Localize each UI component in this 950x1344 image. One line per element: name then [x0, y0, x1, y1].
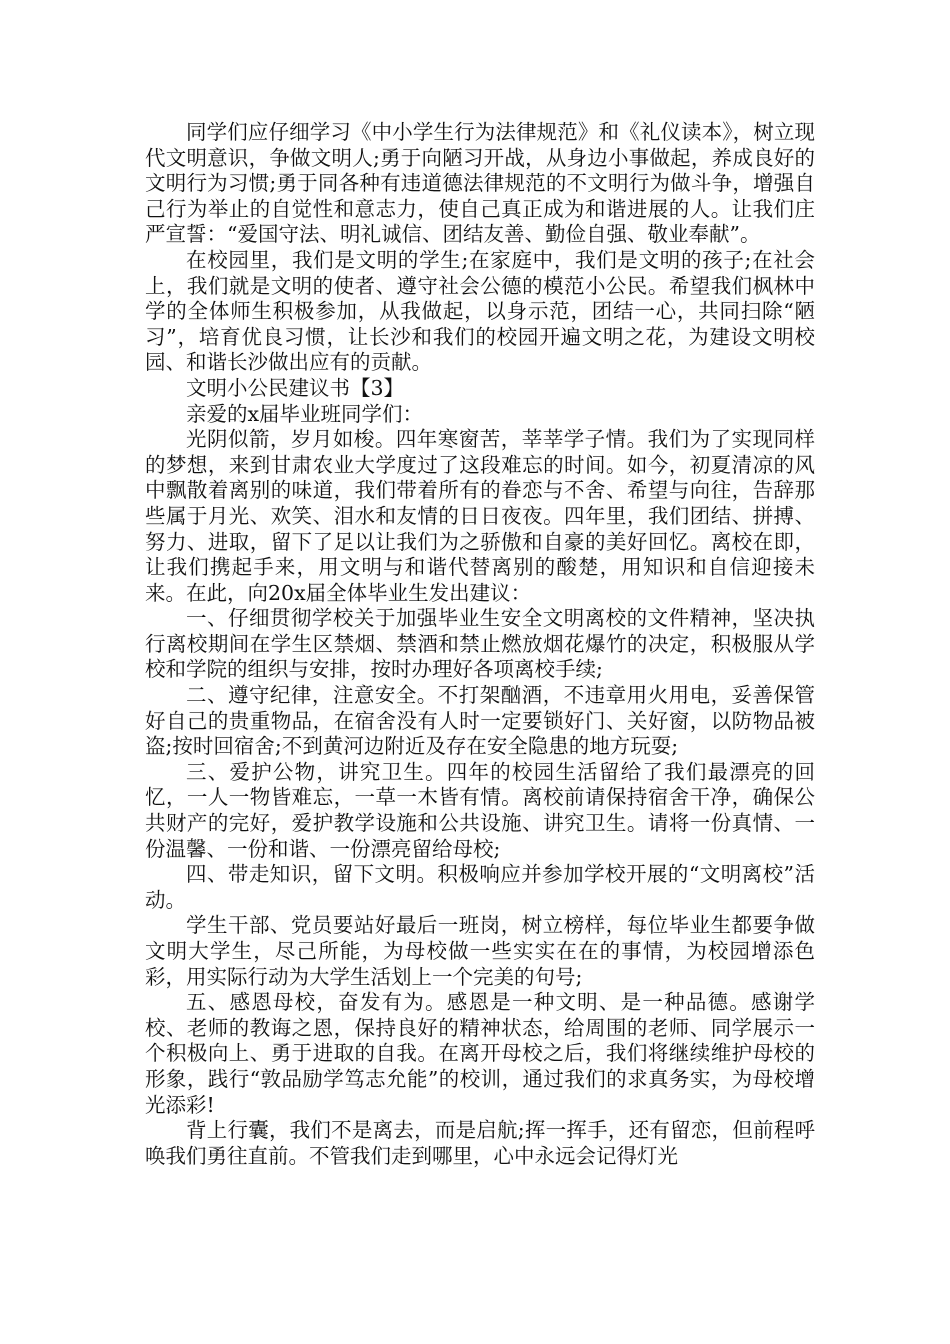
paragraph-civility-study: 同学们应仔细学习《中小学生行为法律规范》和《礼仪读本》，树立现代文明意识，争做文明人;勇于向陋习开战，从身边小事做起，养成良好的文明行为习惯;勇于同各种有违道德法律规范的不文明行为做斗争，增强自己行为举止的自觉性和意志力，使自己真正成为和谐进展的人。让我们庄严宣誓：“爱国守法、明礼诚信、团结友善、勤俭自强、敬业奉献”。 [145, 120, 815, 247]
paragraph-campus-civility: 在校园里，我们是文明的学生;在家庭中，我们是文明的孩子;在社会上，我们就是文明的使者、遵守社会公德的模范小公民。希望我们枫林中学的全体师生积极参加，从我做起，以身示范，团结一心，共同扫除“陋习”，培育优良习惯，让长沙和我们的校园开遍文明之花，为建设文明校园、和谐长沙做出应有的贡献。 [145, 247, 815, 375]
proposal-item-4: 四、带走知识，留下文明。积极响应并参加学校开展的“文明离校”活动。 [145, 862, 815, 912]
salutation: 亲爱的x届毕业班同学们： [186, 401, 424, 426]
proposal-item-1: 一、仔细贯彻学校关于加强毕业生安全文明离校的文件精神，坚决执行离校期间在学生区禁烟、禁酒和禁止燃放烟花爆竹的决定，积极服从学校和学院的组织与安排，按时办理好各项离校手续; [145, 606, 815, 682]
proposal-item-3: 三、爱护公物，讲究卫生。四年的校园生活留给了我们最漂亮的回忆，一人一物皆难忘，一草一木皆有情。离校前请保持宿舍干净，确保公共财产的完好，爱护教学设施和公共设施、讲究卫生。请将一份真情、一份温馨、一份和谐、一份漂亮留给母校; [145, 759, 815, 861]
proposal-item-5: 五、感恩母校，奋发有为。感恩是一种文明、是一种品德。感谢学校、老师的教诲之恩，保持良好的精神状态，给周围的老师、同学展示一个积极向上、勇于进取的自我。在离开母校之后，我们将继续维护母校的形象，践行“敦品励学笃志允能”的校训，通过我们的求真务实，为母校增光添彩! [145, 990, 815, 1117]
section-heading: 文明小公民建议书【3】 [186, 375, 405, 400]
document-body [145, 120, 815, 1169]
paragraph-intro: 光阴似箭，岁月如梭。四年寒窗苦，莘莘学子情。我们为了实现同样的梦想，来到甘肃农业大学度过了这段难忘的时间。如今，初夏清凉的风中飘散着离别的味道，我们带着所有的眷恋与不舍、希望与向往，告辞那些属于月光、欢笑、泪水和友情的日日夜夜。四年里，我们团结、拼搏、努力、进取，留下了足以让我们为之骄傲和自豪的美好回忆。离校在即，让我们携起手来，用文明与和谐代替离别的酸楚，用知识和自信迎接未来。在此，向20x届全体毕业生发出建议： [145, 427, 815, 605]
paragraph-student-leaders: 学生干部、党员要站好最后一班岗，树立榜样，每位毕业生都要争做文明大学生，尽己所能，为母校做一些实实在在的事情，为校园增添色彩，用实际行动为大学生活划上一个完美的句号; [145, 913, 815, 989]
proposal-item-2: 二、遵守纪律，注意安全。不打架酗酒，不违章用火用电，妥善保管好自己的贵重物品，在宿舍没有人时一定要锁好门、关好窗，以防物品被盗;按时回宿舍;不到黄河边附近及存在安全隐患的地方玩耍; [145, 683, 815, 759]
paragraph-closing: 背上行囊，我们不是离去，而是启航;挥一挥手，还有留恋，但前程呼唤我们勇往直前。不管我们走到哪里，心中永远会记得灯光 [145, 1118, 815, 1168]
